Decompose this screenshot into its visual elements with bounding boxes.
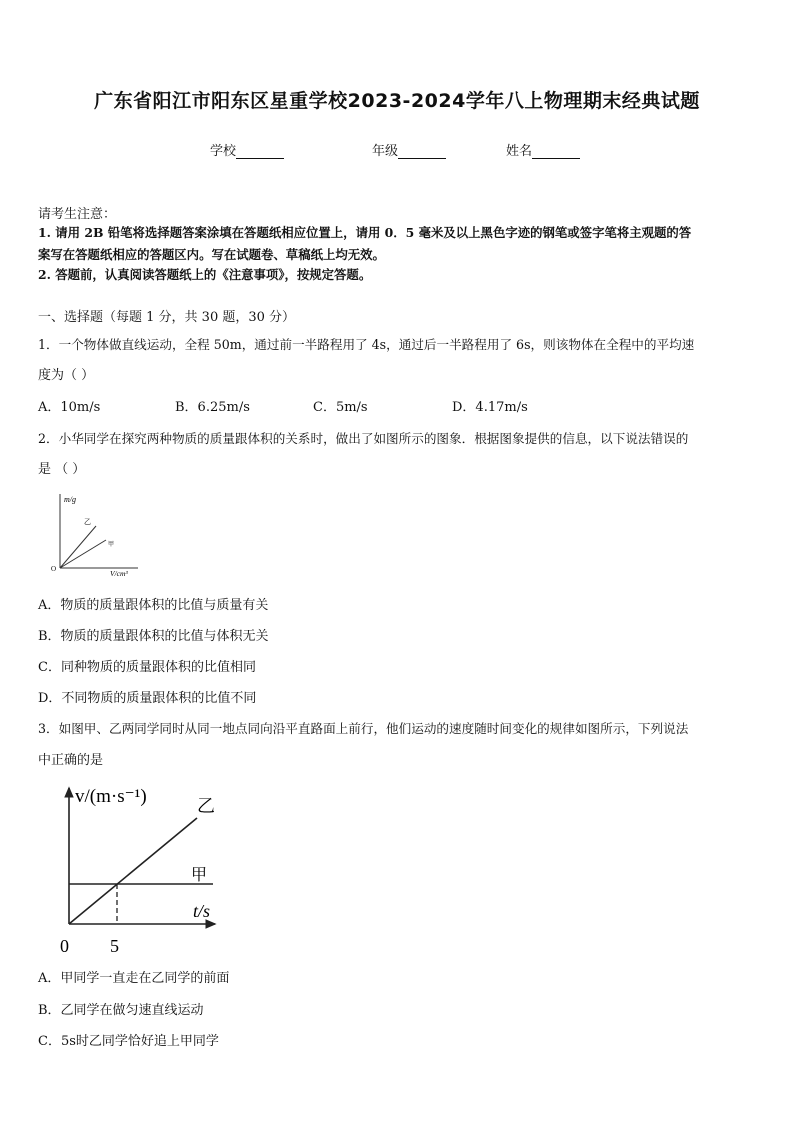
name-blank [532,146,580,159]
notice-item-2: 2. 答题前，认真阅读答题纸上的《注意事项》，按规定答题。 [38,267,372,282]
q3-x-label: t/s [193,901,211,921]
q2-option-a: A．物质的质量跟体积的比值与质量有关 [38,598,269,613]
q3-origin-label: 0 [60,936,69,956]
q2-y-label: m/g [64,495,76,504]
q1-stem-line-1: 1．一个物体做直线运动，全程 50m，通过前一半路程用了 4s，通过后一半路程用了 6s，则该物体在全程中的平均速 [38,337,695,352]
q1-option-d: D．4.17m/s [452,400,528,415]
q2-option-b: B．物质的质量跟体积的比值与体积无关 [38,629,269,644]
q3-y-label: v/(m·s⁻¹) [75,786,147,807]
school-field [210,140,284,159]
page-title: 广东省阳江市阳东区星重学校2023-2024学年八上物理期末经典试题 [94,90,700,112]
grade-blank [398,146,446,159]
section-heading: 一、选择题（每题 1 分，共 30 题，30 分） [38,310,296,325]
q1-option-a: A．10m/s [38,400,101,415]
q2-x-label: V/cm³ [110,569,128,578]
notice-heading: 请考生注意： [38,207,117,222]
q3-option-c: C．5s时乙同学恰好追上甲同学 [38,1034,219,1049]
q2-jia-label: 甲 [108,542,115,548]
q3-stem-line-2: 中正确的是 [38,753,104,768]
q3-jia-label: 甲 [191,867,208,884]
q3-tick-5: 5 [110,936,119,956]
q2-line-jia [60,540,106,568]
q2-option-c: C．同种物质的质量跟体积的比值相同 [38,660,256,675]
q2-yi-label: 乙 [84,518,91,526]
notice-item-1-line-1: 1. 请用 2B 铅笔将选择题答案涂填在答题纸相应位置上，请用 0．5 毫米及以上黑色字迹的钢笔或签字笔将主观题的答 [38,225,692,240]
grade-field [372,140,446,159]
q2-stem-line-1: 2．小华同学在探究两种物质的质量跟体积的关系时，做出了如图所示的图象．根据图象提供的信息，以下说法错误的 [38,431,689,446]
grade-label: 年级 [372,144,399,159]
name-label: 姓名 [506,144,533,159]
q1-option-c: C．5m/s [313,400,368,415]
name-field [506,140,580,159]
school-blank [236,146,284,159]
q3-velocity-time-graph [55,780,230,960]
q2-stem-line-2: 是 （ ） [38,462,86,477]
q2-line-yi [60,526,96,568]
q3-option-a: A．甲同学一直走在乙同学的前面 [38,971,230,986]
q2-option-d: D．不同物质的质量跟体积的比值不同 [38,691,257,706]
q3-stem-line-1: 3．如图甲、乙两同学同时从同一地点同向沿平直路面上前行，他们运动的速度随时间变化的规律如图所示，下列说法 [38,721,689,736]
q2-origin-label: O [51,565,57,573]
notice-item-1-line-2: 案写在答题纸相应的答题区内。写在试题卷、草稿纸上均无效。 [38,247,385,262]
q3-line-yi [69,818,197,924]
q3-option-b: B．乙同学在做匀速直线运动 [38,1003,204,1018]
q1-stem-line-2: 度为（ ） [38,368,95,383]
q1-option-b: B．6.25m/s [175,400,250,415]
school-label: 学校 [210,144,237,159]
q2-mass-volume-graph [44,490,144,582]
q3-yi-label: 乙 [197,796,215,816]
